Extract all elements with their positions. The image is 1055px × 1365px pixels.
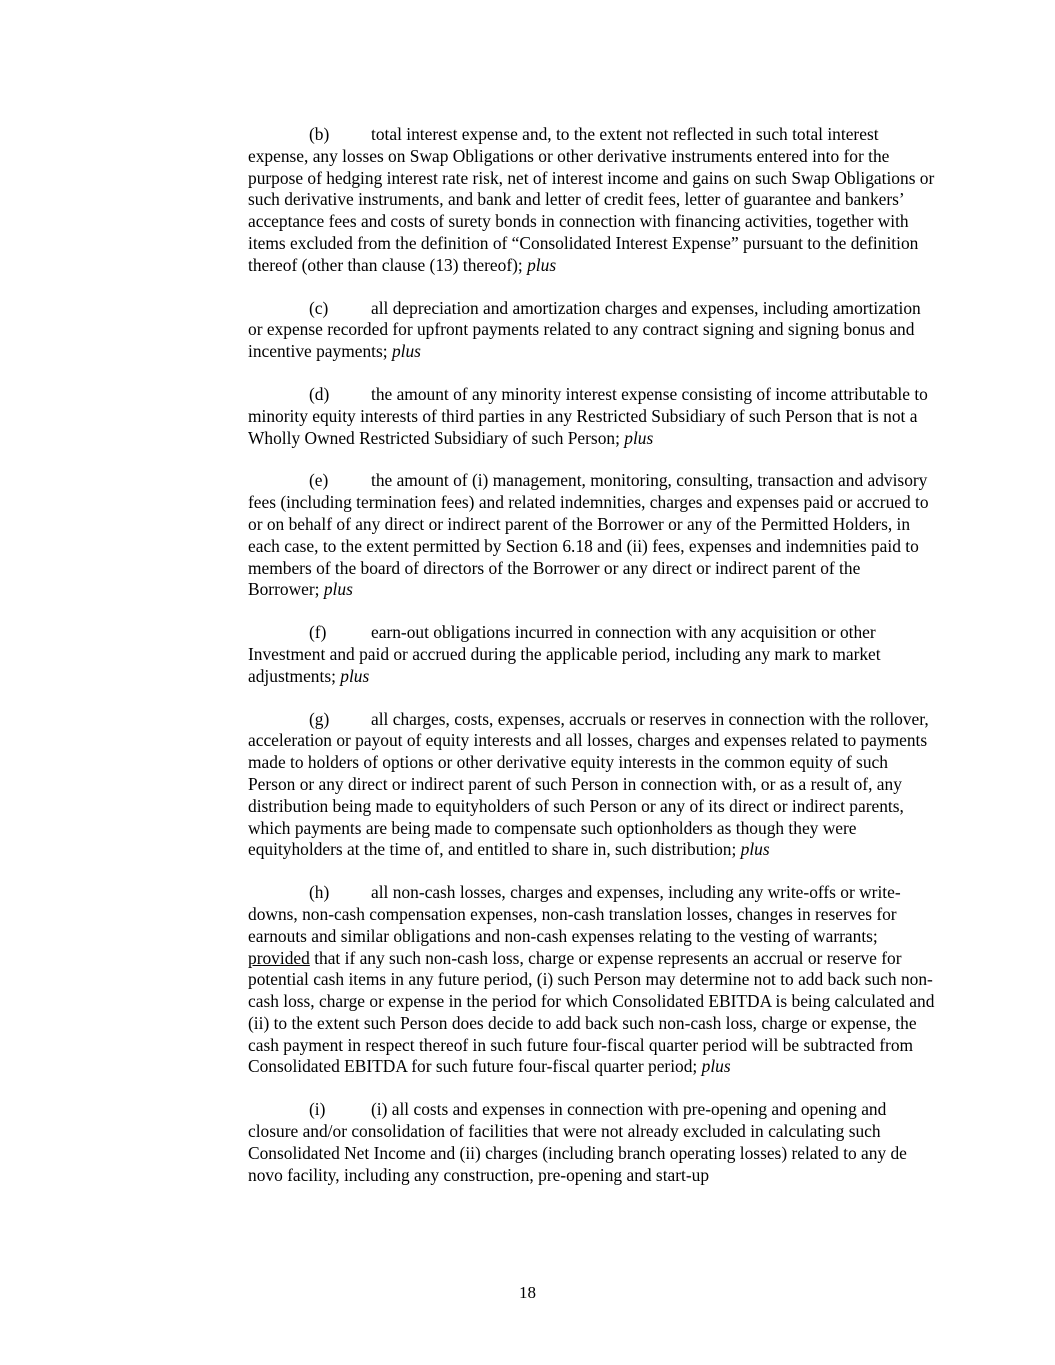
document-page [248,124,936,1207]
clause-b [248,124,936,277]
underlined-term: provided [248,947,310,968]
clause-e [248,470,936,601]
clause-text: the amount of (i) management, monitoring, consulting, transaction and advisory fees (including termination fees) and related indemnities, charges and expenses paid or accrued to or on behalf of any direct or indirect parent of the Borrower or any of the Permitted Holders, in each case, to the extent permitted by Section 6.18 and (ii) fees, expenses and indemnities paid to members of the board of directors of the Borrower or any direct or indirect parent of the Borrower; [248,470,929,600]
page-number: 18 [519,1283,536,1302]
clause-d [248,384,936,449]
clause-text: all depreciation and amortization charges and expenses, including amortization or expense recorded for upfront payments related to any contract signing and signing bonus and incentive payments; [248,297,921,362]
clause-text: all charges, costs, expenses, accruals or reserves in connection with the rollover, acceleration or payout of equity interests and all losses, charges and expenses related to payments made to holders of options or other derivative equity interests in the common equity of such Person or any direct or indirect parent of such Person in connection with, or as a result of, any distribution being made to equityholders of such Person or any of its direct or indirect parents, which payments are being made to compensate such optionholders as though they were equityholders at the time of, and entitled to share in, such distribution; [248,708,929,860]
clause-text-after: that if any such non-cash loss, charge or expense represents an accrual or reserve for potential cash items in any future period, (i) such Person may determine not to add back such non-cash loss, charge or expense in the period for which Consolidated EBITDA is being calculated and (ii) to the extent such Person does decide to add back such non-cash loss, charge or expense, the cash payment in respect thereof in such future four-fiscal quarter period will be subtracted from Consolidated EBITDA for such future four-fiscal quarter period; [248,947,935,1077]
clause-label: (e) [309,470,329,491]
clause-suffix: plus [624,427,654,448]
clause-label: (b) [309,124,330,144]
clause-i [248,1099,936,1186]
clause-text: the amount of any minority interest expense consisting of income attributable to minority equity interests of third parties in any Restricted Subsidiary of such Person that is not a Wholly Owned Restricted Subsidiary of such Person; [248,383,928,448]
clause-text: earn-out obligations incurred in connection with any acquisition or other Investment and paid or accrued during the applicable period, including any mark to market adjustments; [248,622,881,686]
clause-g [248,709,936,862]
clause-suffix: plus [340,665,370,686]
clause-f [248,622,936,687]
clause-suffix: plus [323,579,353,600]
clause-label: (i) [309,1099,326,1120]
clause-text: total interest expense and, to the extent not reflected in such total interest expense, any losses on Swap Obligations or other derivative instruments entered into for the purpose of hedging interest rate risk, net of interest income and gains on such Swap Obligations or such derivative instruments, and bank and letter of credit fees, letter of guarantee and bankers’ acceptance fees and costs of surety bonds in connection with financing activities, together with items excluded from the definition of “Consolidated Interest Expense” pursuant to the definition thereof (other than clause (13) thereof); [248,124,935,275]
clause-suffix: plus [391,341,421,362]
clause-label: (d) [309,383,330,404]
clause-label: (g) [309,708,330,729]
clause-label: (c) [309,297,329,318]
clause-suffix: plus [701,1056,731,1077]
clause-h [248,882,936,1078]
clause-suffix: plus [740,839,770,860]
clause-text: (i) all costs and expenses in connection with pre-opening and opening and closure and/or consolidation of facilities that were not already excluded in calculating such Consolidated Net Income and (ii) charges (including branch operating losses) related to any de novo facility, including any construction, pre-opening and start-up [248,1099,907,1185]
clause-suffix: plus [527,254,557,275]
clause-label: (f) [309,622,327,643]
clause-text-before: all non-cash losses, charges and expenses, including any write-offs or write-downs, non-cash compensation expenses, non-cash translation losses, changes in reserves for earnouts and similar obligations and non-cash expenses relating to the vesting of warrants; [248,882,901,946]
clause-c [248,298,936,363]
clause-label: (h) [309,882,330,903]
